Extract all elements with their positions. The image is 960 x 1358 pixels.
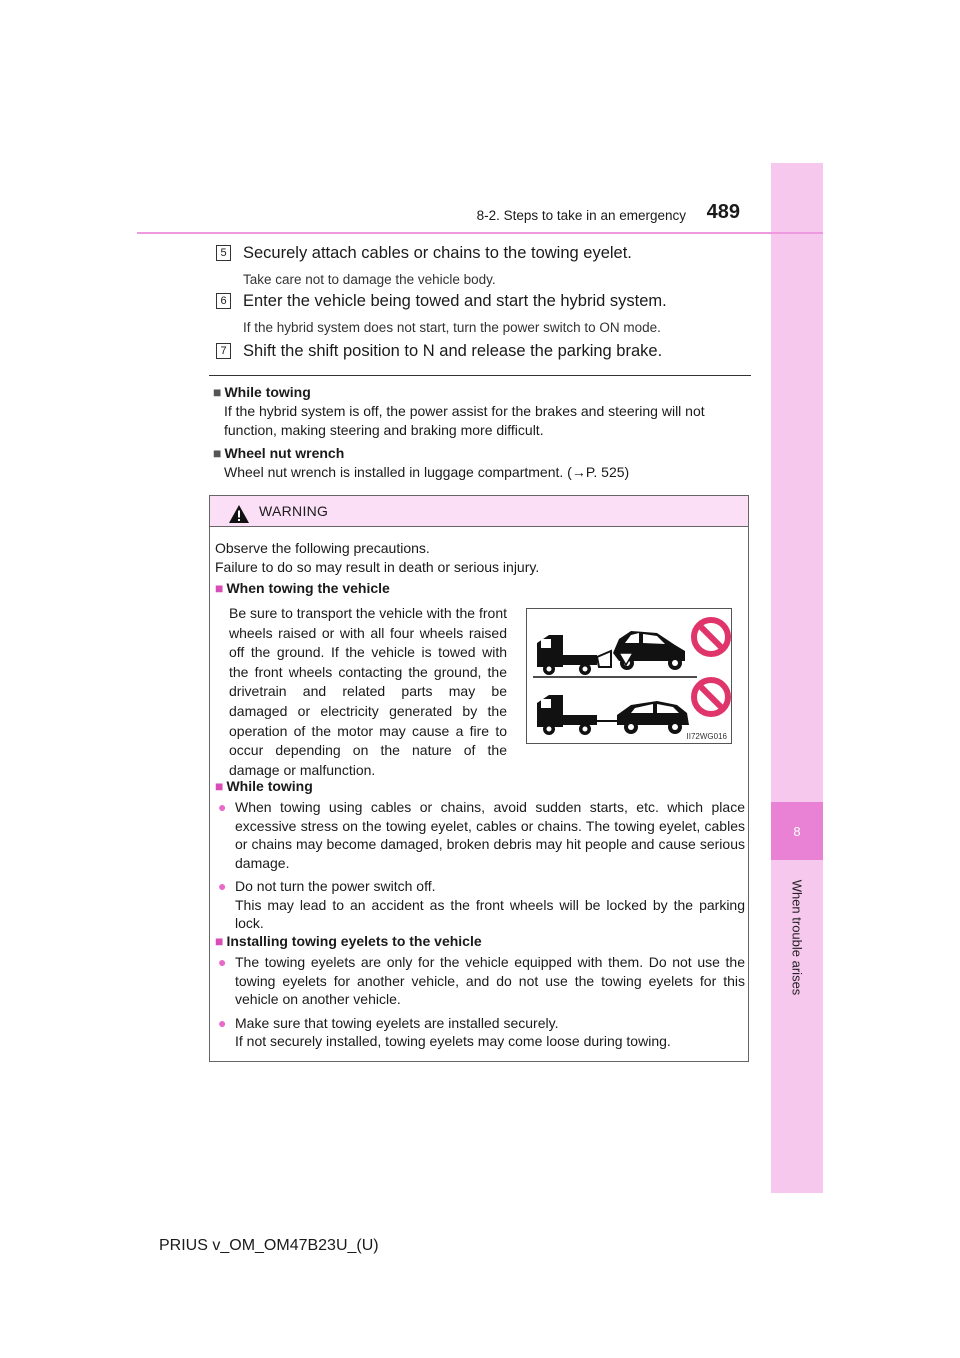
- intro-line: Observe the following precautions.: [215, 540, 430, 556]
- bullet-detail: This may lead to an accident as the front wheels will be locked by the parking lock.: [235, 896, 745, 931]
- chapter-number: 8: [771, 802, 823, 860]
- step-title: Enter the vehicle being towed and start the hybrid system.: [243, 292, 667, 310]
- warning-box: [209, 495, 749, 1062]
- towing-vehicle-text: Be sure to transport the vehicle with the front wheels raised or with all four wheels raised off the ground. If the vehicle is towed with the front wheels contacting the ground, the drivetrain and related parts may be damaged or electricity generated by the operation of the motor may cause a fire to occur depending on the nature of the damage or malfunction.: [229, 605, 507, 778]
- truck-icon-top: [537, 635, 611, 675]
- divider: [209, 375, 751, 376]
- while-towing-bullets: [215, 798, 745, 933]
- step-title: Securely attach cables or chains to the towing eyelet.: [243, 244, 632, 262]
- bullet-item: ● The towing eyelets are only for the vehicle equipped with them. Do not use the towing eyelets for another vehicle, and do not use the towing eyelets for this vehicle on another vehicle.: [218, 954, 745, 1007]
- page-number: 489: [706, 201, 740, 223]
- figure-code: II72WG016: [686, 732, 727, 741]
- prohibition-icon-bottom: [694, 680, 728, 714]
- towed-car-raised: [613, 631, 685, 670]
- prohibition-icon-top: [694, 620, 728, 654]
- note-heading: ■ While towing: [213, 384, 311, 400]
- step-number-box: 6: [216, 293, 231, 309]
- eyelets-bullets: [215, 953, 745, 1051]
- warning-icon: [228, 504, 250, 524]
- bullet-item: ● When towing using cables or chains, avoid sudden starts, etc. which place excessive stress on the towing eyelet, cables or chains. The towing eyelet, cables or chains may become damaged, broken debris may hit people and cause serious damage.: [218, 799, 745, 871]
- bullet-item: ● Do not turn the power switch off. This may lead to an accident as the front wheels will be locked by the parking lock.: [218, 878, 745, 931]
- model-code-footer: PRIUS v_OM_OM47B23U_(U): [159, 1237, 379, 1254]
- note-body: Wheel nut wrench is installed in luggage compartment. (→P. 525): [224, 464, 630, 480]
- tow-truck-diagram: [527, 609, 731, 743]
- bullet-dot-icon: ●: [218, 1014, 227, 1031]
- truck-icon-bottom: [537, 695, 617, 735]
- chapter-title-text: When trouble arises: [789, 879, 805, 996]
- step-note: Take care not to damage the vehicle body.: [243, 272, 496, 287]
- warning-label: WARNING: [259, 503, 329, 519]
- header-rule: [137, 232, 823, 234]
- step-number-box: 5: [216, 245, 231, 261]
- section-title: 8-2. Steps to take in an emergency: [476, 208, 686, 223]
- step-number-box: 7: [216, 343, 231, 359]
- intro-line: Failure to do so may result in death or serious injury.: [215, 558, 540, 575]
- chapter-title: [780, 870, 814, 1005]
- towed-car-grounded: [617, 701, 689, 734]
- chapter-side-tab: [771, 163, 823, 1193]
- note-body: If the hybrid system is off, the power assist for the brakes and steering will not function, making steering and braking more difficult.: [224, 403, 705, 438]
- eyelets-heading: ■ Installing towing eyelets to the vehicle: [215, 933, 482, 949]
- step-note: If the hybrid system does not start, turn the power switch to ON mode.: [243, 320, 661, 335]
- note-while-towing: [213, 384, 751, 440]
- bullet-dot-icon: ●: [218, 878, 227, 894]
- bullet-item: ● Make sure that towing eyelets are installed securely. If not securely installed, towing eyelets may come loose during towing.: [218, 1014, 745, 1051]
- note-heading: ■ Wheel nut wrench: [213, 445, 345, 461]
- while-towing-heading: ■ While towing: [215, 778, 313, 794]
- towing-vehicle-heading: ■ When towing the vehicle: [215, 580, 390, 596]
- warning-intro: [215, 539, 745, 576]
- step-title: Shift the shift position to N and release the parking brake.: [243, 342, 663, 360]
- bullet-detail: If not securely installed, towing eyelets may come loose during towing.: [235, 1033, 671, 1049]
- warning-header: [210, 496, 748, 527]
- bullet-dot-icon: ●: [218, 799, 227, 815]
- note-wheel-nut-wrench: [213, 445, 751, 482]
- bullet-dot-icon: ●: [218, 954, 227, 970]
- tow-truck-illustration: [526, 608, 732, 744]
